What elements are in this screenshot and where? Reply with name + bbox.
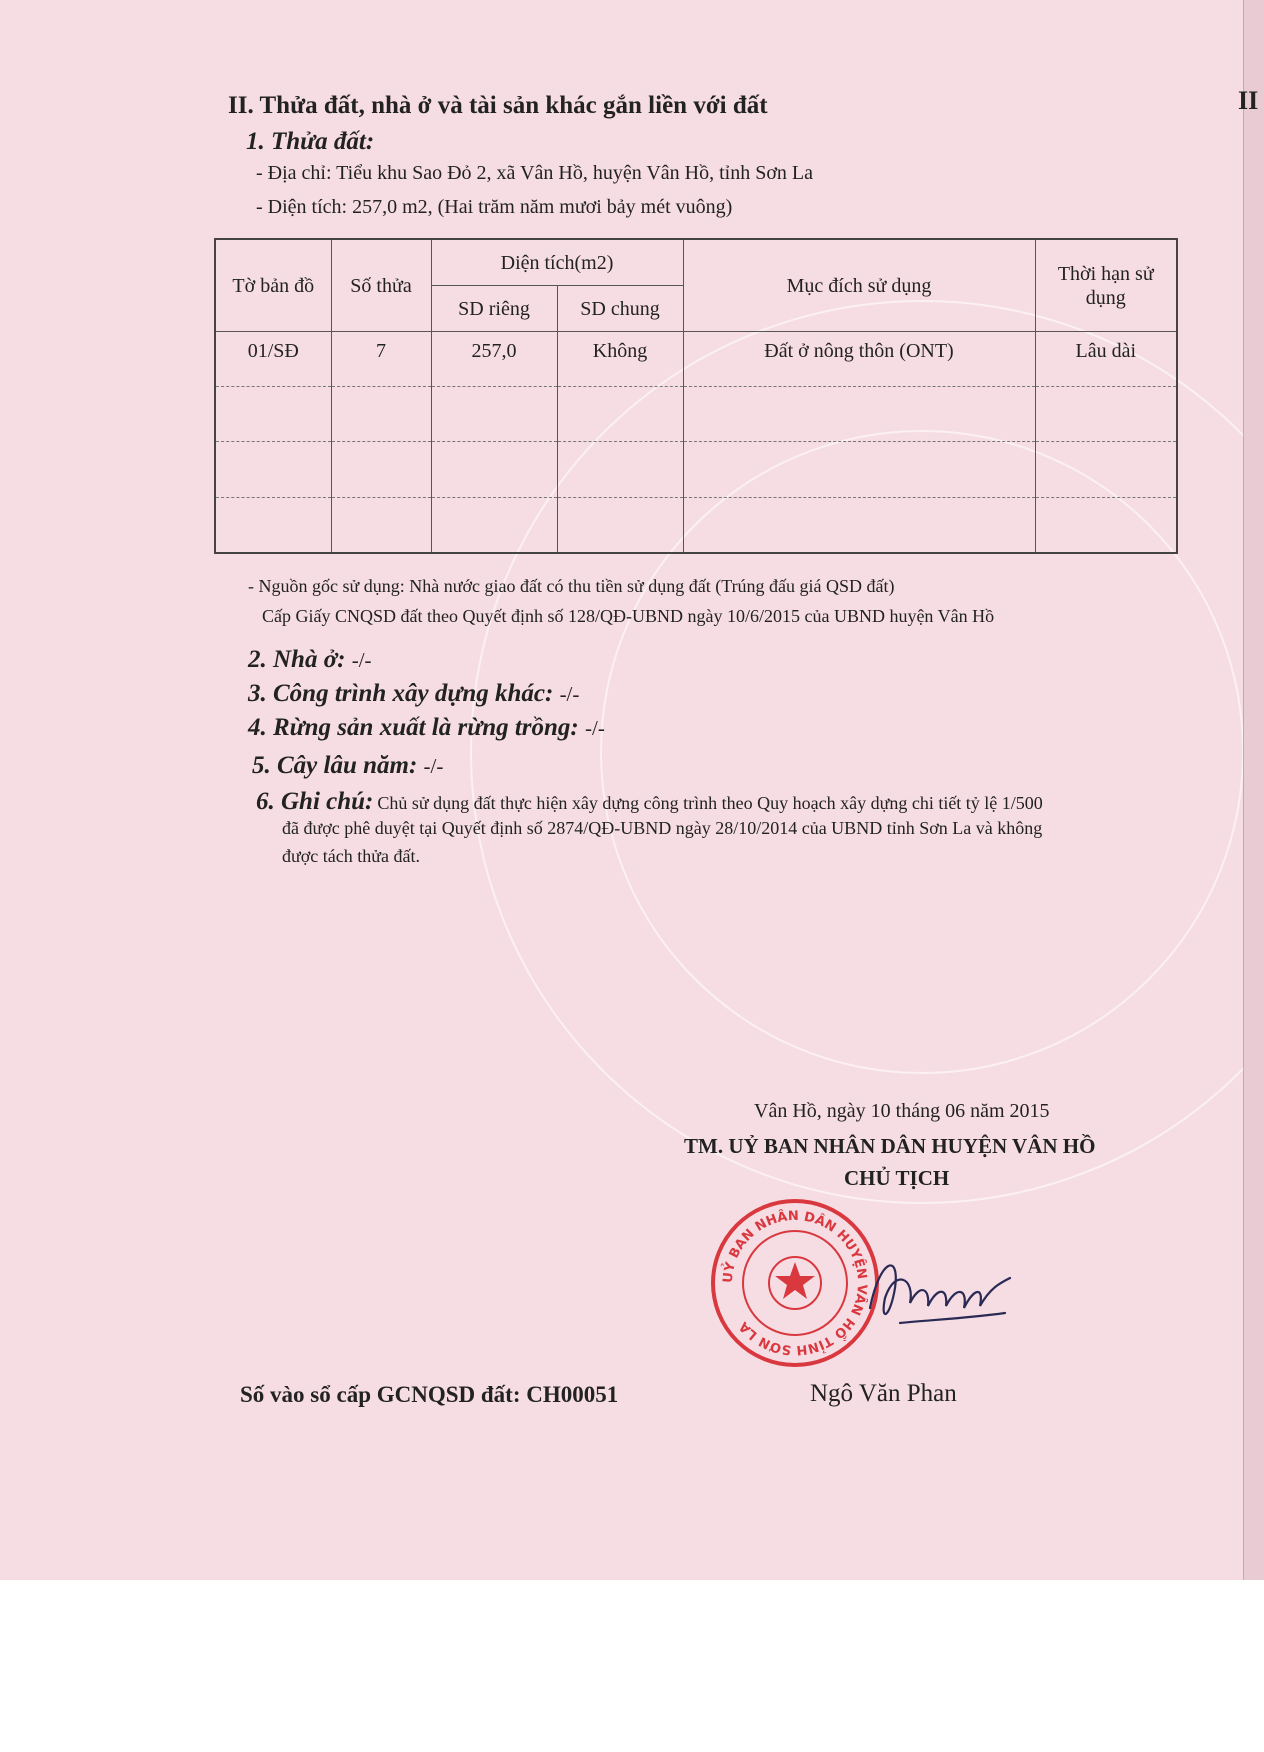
cell-sd-rieng	[431, 497, 557, 553]
cell-parcel-no: 7	[331, 332, 431, 387]
table-row	[215, 497, 1177, 553]
signature	[860, 1248, 1020, 1338]
cell-duration: Lâu dài	[1035, 332, 1177, 387]
signer-title: CHỦ TỊCH	[844, 1166, 950, 1190]
next-page-heading: II	[1238, 86, 1259, 115]
seal-text: UỶ BAN NHÂN DÂN HUYỆN VÂN HỒ TỈNH SƠN LA	[720, 1208, 870, 1358]
section-title: II. Thửa đất, nhà ở và tài sản khác gắn liền với đất	[228, 92, 768, 119]
cell-sd-rieng: 257,0	[431, 332, 557, 387]
cell-duration	[1035, 497, 1177, 553]
land-parcel-table	[214, 238, 1178, 554]
cell-sd-chung: Không	[557, 332, 683, 387]
forest-value: -/-	[585, 716, 605, 740]
land-heading: 1. Thửa đất:	[246, 128, 375, 155]
cell-sd-rieng	[431, 442, 557, 497]
house-label: 2. Nhà ở:	[248, 646, 346, 673]
cell-sd-rieng	[431, 387, 557, 442]
header-parcel-no: Số thửa	[331, 239, 431, 332]
note-line-2: đã được phê duyệt tại Quyết định số 2874/QĐ-UBND ngày 28/10/2014 của UBND tỉnh Sơn La và không	[282, 818, 1043, 838]
place-date: Vân Hồ, ngày 10 tháng 06 năm 2015	[754, 1100, 1050, 1122]
cell-sd-chung	[557, 387, 683, 442]
cell-sd-chung	[557, 442, 683, 497]
cell-parcel-no	[331, 387, 431, 442]
cell-duration	[1035, 442, 1177, 497]
note-line-3: được tách thửa đất.	[282, 846, 420, 866]
cell-purpose	[683, 387, 1035, 442]
forest-label: 4. Rừng sản xuất là rừng trồng:	[248, 714, 579, 741]
note-line-1: Chủ sử dụng đất thực hiện xây dựng công trình theo Quy hoạch xây dựng chi tiết tỷ lệ 1/500	[377, 793, 1043, 813]
cell-duration	[1035, 387, 1177, 442]
header-sd-chung: SD chung	[557, 286, 683, 332]
note-label: 6. Ghi chú:	[256, 788, 374, 815]
cell-map-sheet	[215, 442, 331, 497]
land-area: - Diện tích: 257,0 m2, (Hai trăm năm mươi bảy mét vuông)	[256, 196, 733, 218]
cell-purpose	[683, 497, 1035, 553]
signer-name: Ngô Văn Phan	[810, 1380, 957, 1407]
construction-item	[248, 680, 579, 708]
forest-item	[248, 714, 605, 742]
register-number: Số vào sổ cấp GCNQSD đất: CH00051	[240, 1382, 619, 1407]
cell-sd-chung	[557, 497, 683, 553]
cell-map-sheet: 01/SĐ	[215, 332, 331, 387]
official-seal	[710, 1198, 880, 1368]
land-address: - Địa chỉ: Tiểu khu Sao Đỏ 2, xã Vân Hồ, huyện Vân Hồ, tỉnh Sơn La	[256, 162, 814, 184]
cell-parcel-no	[331, 442, 431, 497]
table-row	[215, 442, 1177, 497]
table-row	[215, 387, 1177, 442]
header-area: Diện tích(m2)	[431, 239, 683, 286]
construction-label: 3. Công trình xây dựng khác:	[248, 680, 554, 707]
header-sd-rieng: SD riêng	[431, 286, 557, 332]
issuing-org: TM. UỶ BAN NHÂN DÂN HUYỆN VÂN HỒ	[684, 1134, 1096, 1158]
origin-line-2: Cấp Giấy CNQSD đất theo Quyết định số 128/QĐ-UBND ngày 10/6/2015 của UBND huyện Vân Hồ	[262, 606, 995, 626]
cell-parcel-no	[331, 497, 431, 553]
cell-map-sheet	[215, 497, 331, 553]
house-item	[248, 646, 372, 674]
perennial-label: 5. Cây lâu năm:	[252, 752, 418, 779]
perennial-value: -/-	[423, 754, 444, 778]
cell-purpose: Đất ở nông thôn (ONT)	[683, 332, 1035, 387]
origin-line-1: - Nguồn gốc sử dụng: Nhà nước giao đất có thu tiền sử dụng đất (Trúng đấu giá QSD đất)	[248, 576, 895, 596]
table-row	[215, 332, 1177, 387]
next-page-edge	[1243, 0, 1264, 1580]
note-item	[256, 788, 1043, 816]
house-value: -/-	[351, 648, 372, 672]
header-duration: Thời hạn sử dụng	[1035, 239, 1177, 332]
construction-value: -/-	[559, 682, 580, 706]
header-purpose: Mục đích sử dụng	[683, 239, 1035, 332]
cell-map-sheet	[215, 387, 331, 442]
perennial-item	[252, 752, 443, 780]
header-map-sheet: Tờ bản đồ	[215, 239, 331, 332]
cell-purpose	[683, 442, 1035, 497]
